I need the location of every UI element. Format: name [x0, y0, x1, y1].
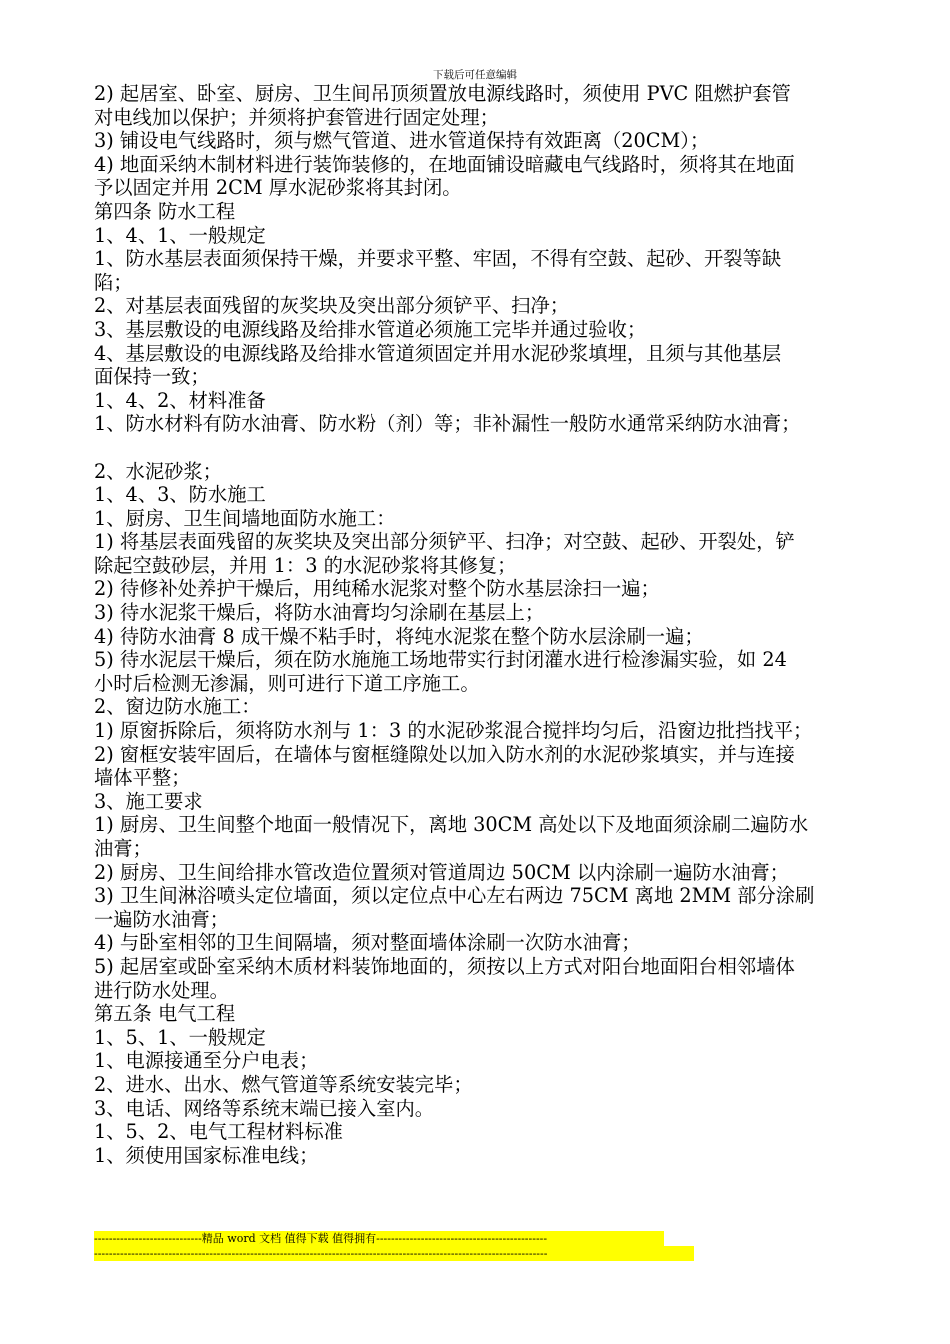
- footer-dashes-right: ----------------------------------------------: [376, 1232, 548, 1245]
- text-line: 面保持一致；: [94, 365, 210, 389]
- text-line: 对电线加以保护；并须将护套管进行固定处理；: [94, 105, 499, 129]
- text-line: 3) 卫生间淋浴喷头定位墙面，须以定位点中心左右两边 75CM 离地 2MM 部分涂刷: [94, 884, 815, 908]
- text-line: 3) 铺设电气线路时，须与燃气管道、进水管道保持有效距离（20CM）；: [94, 129, 710, 153]
- text-line: 4) 待防水油膏 8 成干燥不粘手时，将纯水泥浆在整个防水层涂刷一遍；: [94, 624, 704, 648]
- text-line: 1、防水材料有防水油膏、防水粉（剂）等；非补漏性一般防水通常采纳防水油膏；: [94, 412, 801, 436]
- text-line: 1、4、2、材料准备: [94, 388, 266, 412]
- footer-label: 精品 word 文档 值得下载 值得拥有: [201, 1232, 377, 1245]
- text-line: 除起空鼓砂层，并用 1：3 的水泥砂浆将其修复；: [94, 553, 517, 577]
- footer-dashes-left: -----------------------------: [94, 1232, 202, 1245]
- text-line: 2) 窗框安装牢固后，在墙体与窗框缝隙处以加入防水剂的水泥砂浆填实，并与连接: [94, 742, 795, 766]
- text-line: 1、电源接通至分户电表；: [94, 1049, 319, 1073]
- text-line: 予以固定并用 2CM 厚水泥砂浆将其封闭。: [94, 176, 462, 200]
- text-line: 5) 起居室或卧室采纳木质材料装饰地面的，须按以上方式对阳台地面阳台相邻墙体: [94, 954, 795, 978]
- text-line: 1、4、1、一般规定: [94, 223, 266, 247]
- text-line: 2、对基层表面残留的灰奖块及突出部分须铲平、扫净；: [94, 294, 570, 318]
- text-line: 2) 厨房、卫生间给排水管改造位置须对管道周边 50CM 以内涂刷一遍防水油膏；: [94, 860, 789, 884]
- text-line: 1、4、3、防水施工: [94, 483, 266, 507]
- text-line: 第五条 电气工程: [94, 1002, 236, 1026]
- text-line: 3、基层敷设的电源线路及给排水管道必须施工完毕并通过验收；: [94, 317, 647, 341]
- text-line: 4) 与卧室相邻的卫生间隔墙，须对整面墙体涂刷一次防水油膏；: [94, 931, 641, 955]
- footer-highlight-line-1: [94, 1231, 664, 1246]
- page-header: 下载后可任意编辑: [433, 69, 517, 81]
- text-line: [94, 436, 906, 460]
- text-line: 2、水泥砂浆；: [94, 459, 222, 483]
- text-line: 2) 起居室、卧室、厨房、卫生间吊顶须置放电源线路时，须使用 PVC 阻燃护套管: [94, 82, 791, 105]
- text-line: 小时后检测无渗漏，则可进行下道工序施工。: [94, 671, 480, 695]
- footer-highlight-line-2: [94, 1246, 694, 1261]
- text-line: 4) 地面采纳木制材料进行装饰装修的，在地面铺设暗藏电气线路时，须将其在地面: [94, 152, 795, 176]
- text-line: 3、施工要求: [94, 789, 203, 813]
- text-line: 1、5、2、电气工程材料标准: [94, 1120, 343, 1144]
- text-line: 2、窗边防水施工：: [94, 695, 261, 719]
- text-line: 2、进水、出水、燃气管道等系统安装完毕；: [94, 1072, 473, 1096]
- text-line: 1) 厨房、卫生间整个地面一般情况下，离地 30CM 高处以下及地面须涂刷二遍防水: [94, 813, 809, 837]
- text-line: 3) 待水泥浆干燥后，将防水油膏均匀涂刷在基层上；: [94, 601, 545, 625]
- text-line: 2) 待修补处养护干燥后，用纯稀水泥浆对整个防水基层涂扫一遍；: [94, 577, 660, 601]
- document-body: [94, 82, 906, 1167]
- text-line: 1、厨房、卫生间墙地面防水施工：: [94, 506, 396, 530]
- text-line: 3、电话、网络等系统末端已接入室内。: [94, 1096, 435, 1120]
- text-line: 墙体平整；: [94, 766, 191, 790]
- text-line: 第四条 防水工程: [94, 199, 236, 223]
- text-line: 1、防水基层表面须保持干燥，并要求平整、牢固，不得有空鼓、起砂、开裂等缺: [94, 247, 782, 271]
- text-line: 陷；: [94, 270, 133, 294]
- text-line: 5) 待水泥层干燥后，须在防水施施工场地带实行封闭灌水进行检渗漏实验，如 24: [94, 648, 787, 672]
- text-line: 油膏；: [94, 837, 152, 860]
- text-line: 1) 原窗拆除后，须将防水剂与 1：3 的水泥砂浆混合搅拌均匀后，沿窗边批挡找平；: [94, 719, 813, 743]
- text-line: 一遍防水油膏；: [94, 907, 229, 931]
- footer-dashes-full: --------------------------------------------------------------------------------------------------------------------------: [94, 1247, 548, 1260]
- text-line: 进行防水处理。: [94, 978, 229, 1002]
- text-line: 1) 将基层表面残留的灰奖块及突出部分须铲平、扫净；对空鼓、起砂、开裂处，铲: [94, 530, 795, 554]
- text-line: 1、须使用国家标准电线；: [94, 1143, 319, 1167]
- text-line: 1、5、1、一般规定: [94, 1025, 266, 1049]
- text-line: 4、基层敷设的电源线路及给排水管道须固定并用水泥砂浆填埋，且须与其他基层: [94, 341, 782, 365]
